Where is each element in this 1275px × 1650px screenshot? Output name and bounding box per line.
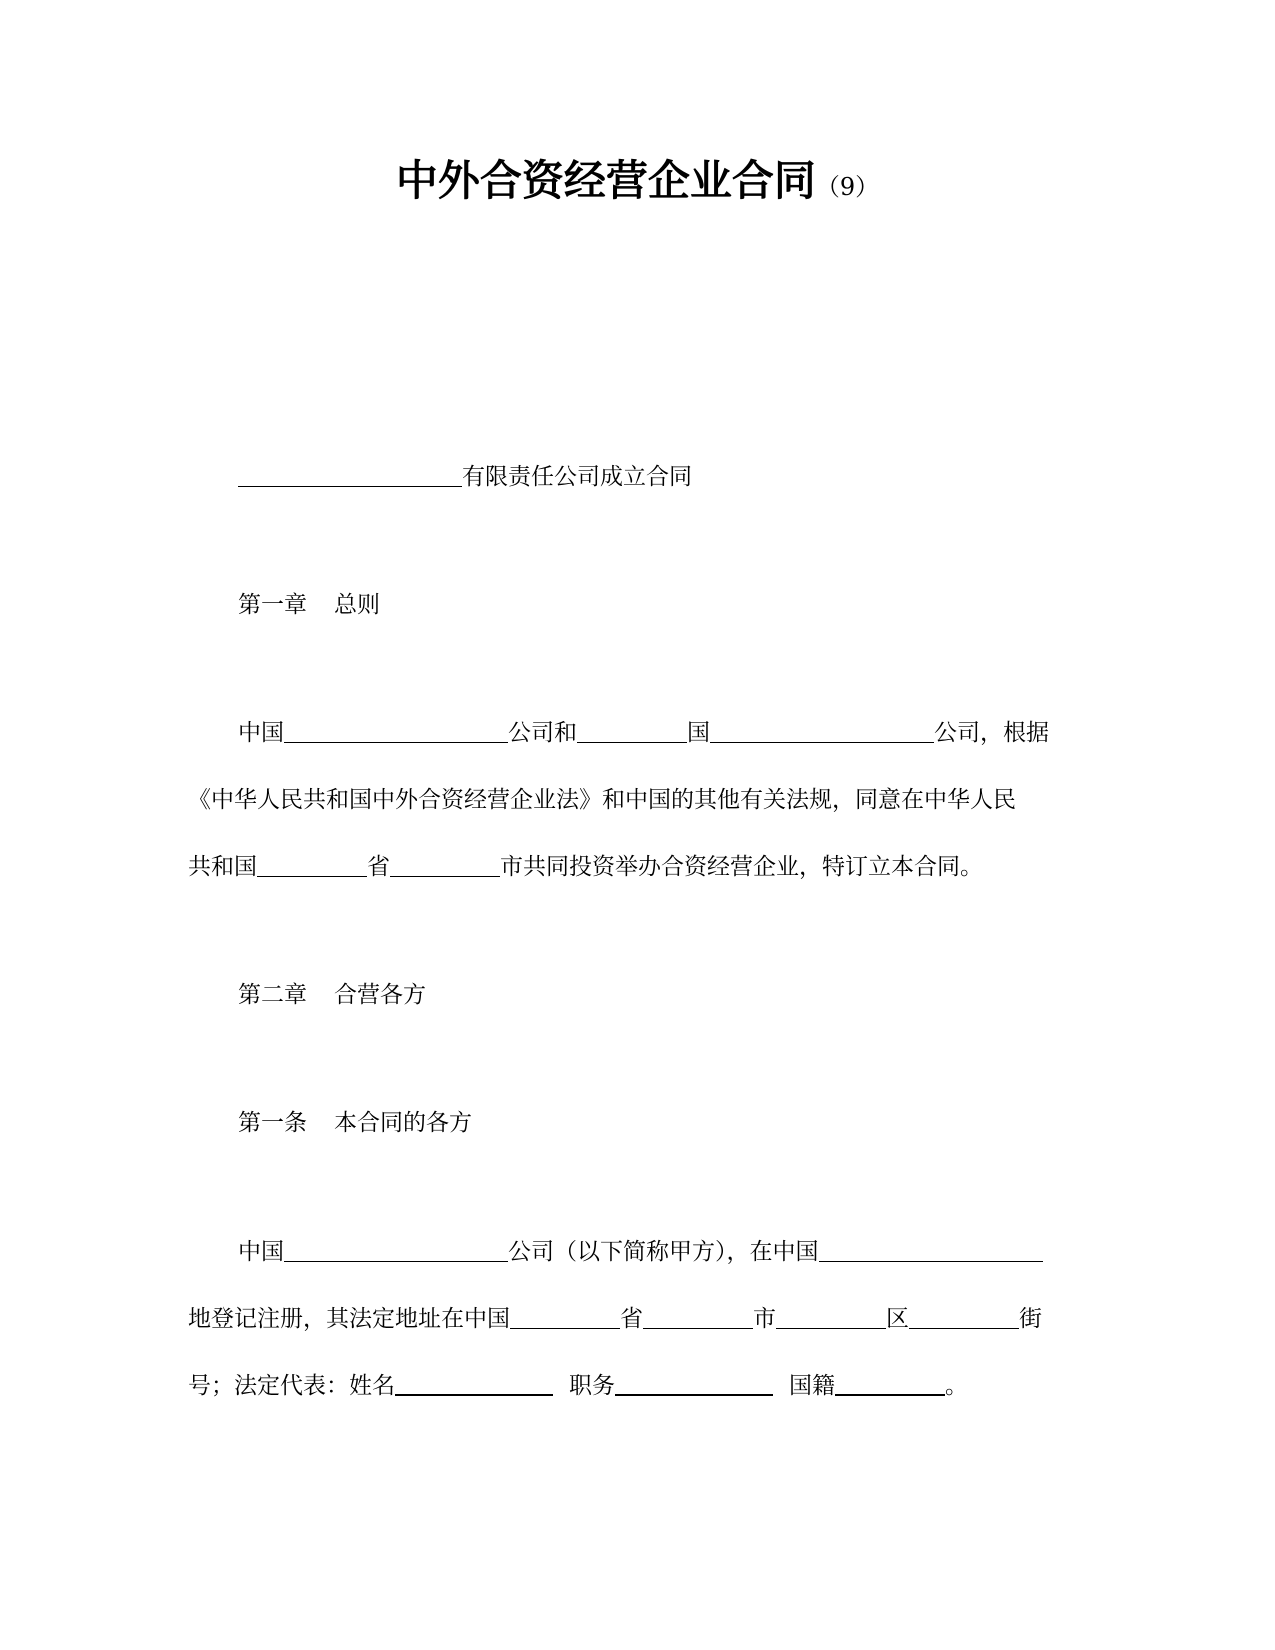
title-number: （9） xyxy=(815,173,880,201)
article-1-heading: 第一条 本合同的各方 xyxy=(238,1110,472,1136)
title-main: 中外合资经营企业合同 xyxy=(395,156,816,205)
address-district-blank[interactable] xyxy=(776,1306,886,1329)
rep-name-blank[interactable] xyxy=(395,1372,553,1396)
contract-subtitle: 有限责任公司成立合同 xyxy=(238,462,692,492)
address-province-blank[interactable] xyxy=(510,1306,620,1329)
document-title xyxy=(0,148,1275,208)
foreign-country-blank[interactable] xyxy=(577,720,687,743)
chinese-company-blank[interactable] xyxy=(284,720,508,743)
rep-position-blank[interactable] xyxy=(615,1372,773,1396)
para1-line1: 中国 公司和 国 公司，根据 xyxy=(238,720,1049,746)
chapter-2-heading: 第二章 合营各方 xyxy=(238,982,426,1008)
para2-line3: 号；法定代表：姓名 职务 国籍 。 xyxy=(188,1373,968,1399)
registration-place-blank[interactable] xyxy=(819,1239,1043,1262)
address-city-blank[interactable] xyxy=(643,1306,753,1329)
city-blank[interactable] xyxy=(390,854,500,877)
para2-line1: 中国 公司（以下简称甲方），在中国 xyxy=(238,1237,1043,1267)
para2-line2: 地登记注册，其法定地址在中国 省 市 区 街 xyxy=(188,1306,1042,1332)
address-street-blank[interactable] xyxy=(909,1306,1019,1329)
company-name-blank[interactable] xyxy=(238,464,462,487)
para1-line3: 共和国 省 市共同投资举办合资经营企业，特订立本合同。 xyxy=(188,854,983,880)
foreign-company-blank[interactable] xyxy=(710,720,934,743)
province-blank[interactable] xyxy=(257,854,367,877)
chapter-1-heading: 第一章 总则 xyxy=(238,592,380,618)
para1-line2: 《中华人民共和国中外合资经营企业法》和中国的其他有关法规，同意在中华人民 xyxy=(188,787,1016,813)
rep-nationality-blank[interactable] xyxy=(835,1372,945,1396)
party-a-company-blank[interactable] xyxy=(284,1239,508,1262)
